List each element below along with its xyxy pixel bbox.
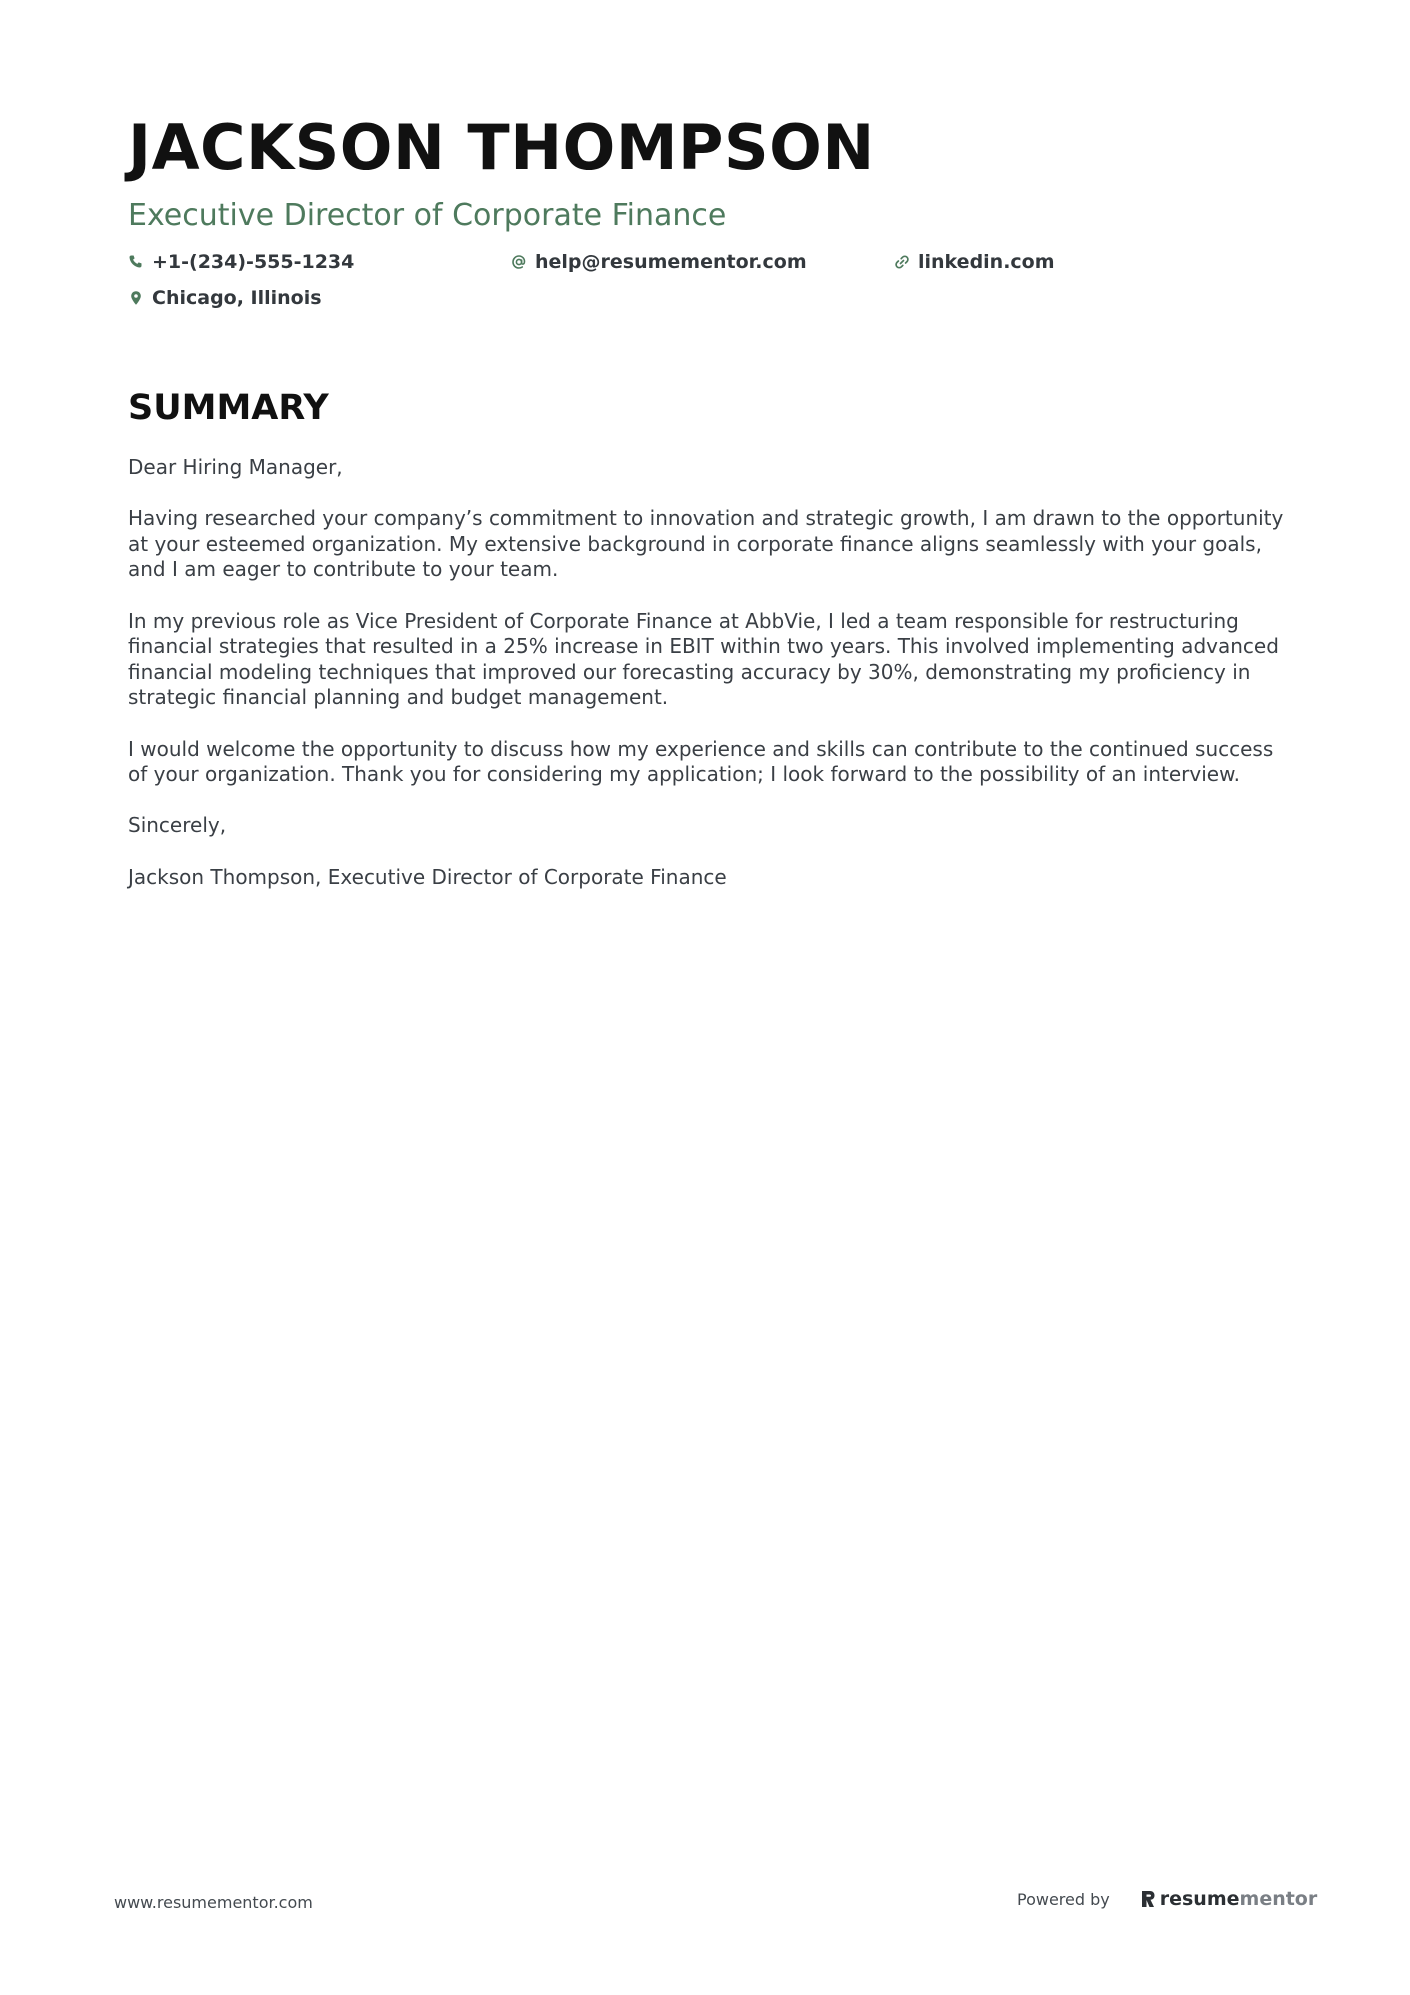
link-icon (894, 254, 910, 270)
contact-row (128, 280, 1288, 316)
brand-text-part1: resume (1159, 1888, 1240, 1910)
location-pin-icon (128, 290, 144, 306)
footer-website[interactable]: www.resumementor.com (114, 1893, 313, 1912)
paragraph: In my previous role as Vice President of Corporate Finance at AbbVie, I led a team responsible for restructuring financial strategies that resulted in a 25% increase in EBIT within two years. This involved implementing advanced financial modeling techniques that improved our forecasting accuracy by 30%, demonstrating my proficiency in strategic financial planning and budget management. (128, 608, 1279, 710)
website-contact[interactable] (894, 251, 1055, 273)
paragraph: Having researched your company’s commitment to innovation and strategic growth, I am drawn to the opportunity at your esteemed organization. My extensive background in corporate finance aligns seamlessly with your goals, and I am eager to contribute to your team. (128, 506, 1284, 582)
at-icon (511, 254, 527, 270)
brand-text-part2: mentor (1239, 1888, 1318, 1910)
phone-icon (128, 254, 144, 270)
location-text: Chicago, Illinois (152, 287, 322, 309)
email-text[interactable]: help@resumementor.com (535, 251, 807, 273)
powered-by-label: Powered by (1017, 1889, 1110, 1909)
email-contact[interactable] (511, 251, 894, 273)
candidate-name: JACKSON THOMPSON (128, 111, 875, 184)
footer-branding (1017, 1888, 1317, 1910)
section-title: SUMMARY (128, 388, 329, 428)
phone-text: +1-(234)-555-1234 (152, 251, 355, 273)
letter-body (128, 455, 1288, 916)
contact-info (128, 244, 1288, 316)
location-contact (128, 287, 322, 309)
greeting: Dear Hiring Manager, (128, 455, 343, 479)
header (128, 108, 1288, 316)
signature: Jackson Thompson, Executive Director of Corporate Finance (128, 864, 727, 889)
job-title: Executive Director of Corporate Finance (128, 198, 727, 233)
resumementor-logo-icon (1140, 1889, 1156, 1909)
paragraph: I would welcome the opportunity to discuss how my experience and skills can contribute to the continued success of your organization. Thank you for considering my application; I look forward to the possibility of an interview. (128, 736, 1274, 787)
phone-contact (128, 251, 511, 273)
closing: Sincerely, (128, 813, 227, 838)
brand-logo[interactable] (1140, 1888, 1318, 1910)
contact-row (128, 244, 1288, 280)
website-text[interactable]: linkedin.com (918, 251, 1055, 273)
